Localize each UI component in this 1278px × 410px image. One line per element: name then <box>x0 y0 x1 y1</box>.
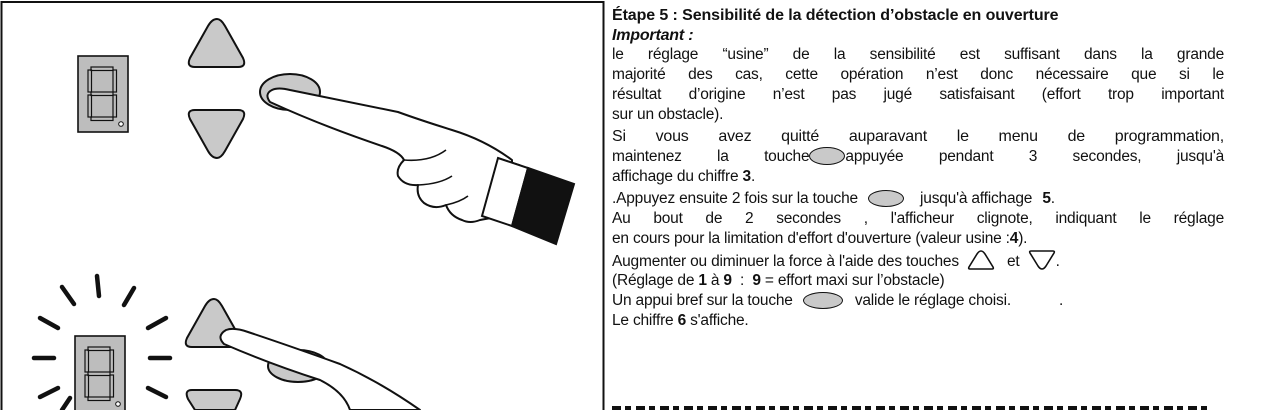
oval-key-icon <box>868 190 904 207</box>
digit-value: 6 <box>677 312 687 329</box>
paragraph-line <box>612 271 944 291</box>
paragraph-line: Au bout de 2 secondes , l'afficheur clignote, indiquant le réglage <box>612 210 1224 227</box>
paragraph-text: affichage du chiffre <box>612 168 743 185</box>
instruction-text-panel <box>612 0 1252 410</box>
paragraph-text: s'affiche. <box>686 312 749 329</box>
paragraph-line <box>612 167 755 187</box>
paragraph-line <box>612 311 749 331</box>
oval-key-icon <box>809 147 845 165</box>
digit-value: 9 <box>723 272 732 289</box>
seven-segment-display-icon <box>78 56 128 132</box>
paragraph-text: (Réglage de <box>612 272 699 289</box>
paragraph-text: . <box>750 168 756 185</box>
digit-value: 4 <box>1009 230 1019 247</box>
oval-key-icon <box>803 292 843 309</box>
paragraph-line <box>612 291 1063 311</box>
paragraph-text: Un appui bref sur la touche <box>612 292 793 309</box>
paragraph-text: en cours pour la limitation d'effort d'ouverture (valeur usine : <box>612 230 1010 247</box>
down-triangle-key-icon-bottom <box>187 390 242 410</box>
paragraph-text: .Appuyez ensuite 2 fois sur la touche <box>612 190 858 207</box>
paragraph-line <box>612 229 1027 249</box>
paragraph-text: ). <box>1018 230 1028 247</box>
pointing-hand-icon-bottom <box>220 329 420 410</box>
paragraph-text: : <box>731 272 753 289</box>
paragraph-text: valide le réglage choisi. <box>854 292 1011 309</box>
digit-value: 5 <box>1042 190 1051 207</box>
paragraph-line: résultat d’origine n’est pas jugé satisfaisant (effort trop important <box>612 86 1224 103</box>
paragraph-line: le réglage “usine” de la sensibilité est suffisant dans la grande <box>612 46 1224 63</box>
paragraph-line: majorité des cas, cette opération n’est donc nécessaire que si le <box>612 66 1224 83</box>
step-title: Étape 5 : Sensibilité de la détection d’obstacle en ouverture <box>612 7 1059 24</box>
paragraph-line <box>612 249 1060 272</box>
paragraph-text: Augmenter ou diminuer la force à l'aide des touches <box>612 253 959 270</box>
paragraph-text: . <box>1058 292 1064 309</box>
digit-value: 3 <box>742 168 751 185</box>
up-triangle-key-icon <box>189 19 244 67</box>
down-triangle-key-icon <box>189 110 244 158</box>
seven-segment-display-blinking-icon <box>34 276 170 410</box>
paragraph-text: . <box>1050 190 1055 207</box>
important-heading: Important : <box>612 27 694 44</box>
paragraph-line <box>612 147 1224 167</box>
paragraph-text: = effort maxi sur l’obstacle) <box>760 272 945 289</box>
paragraph-text: et <box>1007 253 1020 270</box>
paragraph-text: appuyée pendant 3 secondes, jusqu'à <box>845 148 1224 165</box>
digit-value: 1 <box>698 272 707 289</box>
down-triangle-key-icon <box>1028 249 1056 271</box>
paragraph-line: Si vous avez quitté auparavant le menu de programmation, <box>612 128 1224 145</box>
paragraph-text: à <box>706 272 724 289</box>
paragraph-text: maintenez la touche <box>612 148 810 165</box>
paragraph-text: jusqu'à affichage <box>920 190 1037 207</box>
up-triangle-key-icon <box>967 249 995 271</box>
paragraph-text: . <box>1055 253 1060 270</box>
illustration-panel <box>0 0 605 410</box>
next-step-cut-off <box>612 404 1252 410</box>
paragraph-line <box>612 189 1224 209</box>
paragraph-line: sur un obstacle). <box>612 106 724 123</box>
digit-value: 9 <box>752 272 761 289</box>
paragraph-text: Le chiffre <box>612 312 678 329</box>
pointing-hand-icon <box>267 89 574 245</box>
